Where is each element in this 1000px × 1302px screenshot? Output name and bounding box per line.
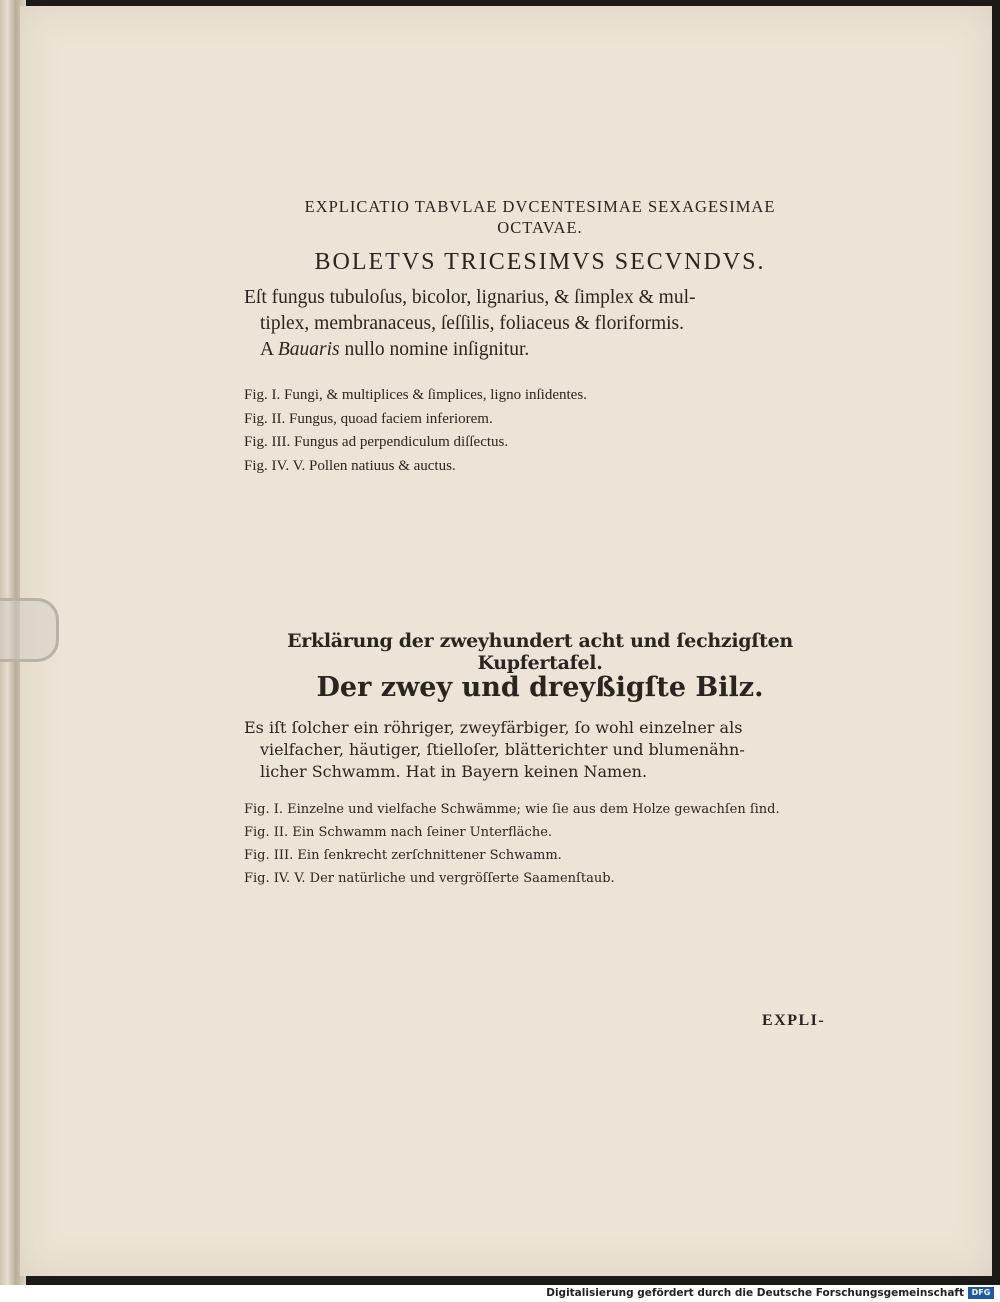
german-para-line1: Es iſt ſolcher ein röhriger, zweyfärbiger, ſo wohl einzelner als xyxy=(244,718,743,737)
bookmark-clip xyxy=(0,598,59,662)
latin-fig-item: Fig. IV. V. Pollen natiuus & auctus. xyxy=(244,457,456,474)
latin-fig-item: Fig. I. Fungi, & multiplices & ſimplices, ligno inſidentes. xyxy=(244,387,587,403)
german-para-line2: vielfacher, häutiger, ſtielloſer, blätterichter und blumenähn- xyxy=(260,740,745,759)
latin-title-line1: EXPLICATIO TABVLAE DVCENTESIMAE SEXAGESIMAE xyxy=(304,197,776,216)
latin-para-line2: tiplex, membranaceus, ſeſſilis, foliaceus & floriformis. xyxy=(260,313,685,334)
latin-para-line1: Eſt fungus tubuloſus, bicolor, lignarius, & ſimplex & mul- xyxy=(244,287,696,308)
german-fig-item: Fig. IV. V. Der natürliche und vergröſſerte Saamenſtaub. xyxy=(244,871,615,886)
dfg-logo-icon: DFG xyxy=(968,1287,994,1299)
latin-title-line2: OCTAVAE. xyxy=(497,218,583,237)
latin-para-line3-italic: Bauaris xyxy=(277,339,340,360)
german-fig-item: Fig. III. Ein ſenkrecht zerſchnittener Schwamm. xyxy=(244,848,562,863)
german-heading: Der zwey und dreyßigſte Bilz. xyxy=(316,672,764,703)
latin-fig-item: Fig. III. Fungus ad perpendiculum diſſectus. xyxy=(244,434,509,450)
german-para-line3: licher Schwamm. Hat in Bayern keinen Namen. xyxy=(260,762,648,781)
german-figure-list xyxy=(244,798,844,890)
latin-description xyxy=(244,285,844,363)
latin-title xyxy=(240,196,840,238)
latin-para-line3-post: nullo nomine inſignitur. xyxy=(339,339,530,360)
german-title: Erklärung der zweyhundert acht und ſechzigſten Kupfertafel. xyxy=(287,630,793,674)
footer-credit: Digitalisierung gefördert durch die Deutsche Forschungsgemeinschaft xyxy=(546,1287,964,1299)
latin-fig-item: Fig. II. Fungus, quoad faciem inferiorem. xyxy=(244,410,493,427)
catchword: EXPLI- xyxy=(762,1012,826,1029)
german-fig-item: Fig. II. Ein Schwamm nach ſeiner Unterfläche. xyxy=(244,825,553,840)
latin-heading: BOLETVS TRICESIMVS SECVNDVS. xyxy=(314,249,766,275)
latin-para-line3-pre: A xyxy=(260,339,278,360)
german-description xyxy=(244,717,844,783)
german-fig-item: Fig. I. Einzelne und vielfache Schwämme; wie ſie aus dem Holze gewachſen ſind. xyxy=(244,802,780,817)
latin-para-line3 xyxy=(244,337,844,363)
latin-figure-list xyxy=(244,384,844,478)
